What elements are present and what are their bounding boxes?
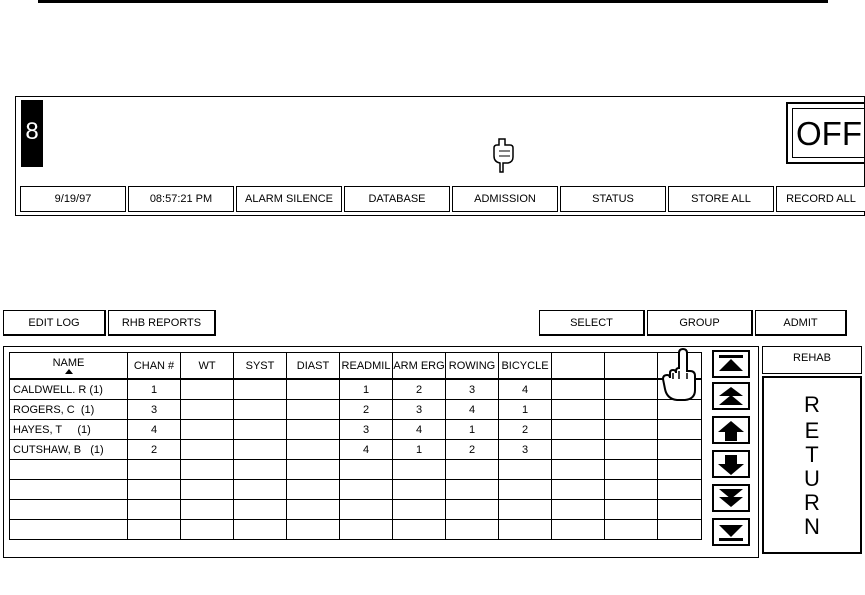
syst-cell (234, 440, 287, 460)
patient-log-table (9, 352, 702, 540)
diast-cell (287, 440, 340, 460)
column-header-treadmill[interactable]: READMIL (340, 353, 393, 380)
table-row[interactable] (10, 500, 702, 520)
chan-cell: 1 (128, 379, 181, 400)
return-button[interactable] (762, 376, 862, 554)
rhb-reports-button[interactable]: RHB REPORTS (108, 310, 216, 336)
select-button[interactable]: SELECT (539, 310, 645, 336)
column-header-empty (552, 353, 605, 380)
bicycle-cell: 4 (499, 379, 552, 400)
sort-ascending-icon (65, 369, 73, 374)
name-cell: CALDWELL. R (1) (10, 379, 128, 400)
page-down-icon (717, 488, 745, 508)
table-header-row (10, 353, 702, 380)
return-letter: U (804, 466, 820, 491)
table-row[interactable] (10, 420, 702, 440)
alarm-off-label: OFF (792, 108, 865, 158)
arrow-up-button[interactable] (712, 416, 750, 444)
syst-cell (234, 379, 287, 400)
return-letter: R (804, 392, 820, 417)
empty-cell (552, 379, 605, 400)
status-button[interactable]: STATUS (560, 186, 666, 212)
wt-cell (181, 379, 234, 400)
table-row[interactable] (10, 379, 702, 400)
column-header-empty (605, 353, 658, 380)
table-row[interactable] (10, 460, 702, 480)
arrow-down-button[interactable] (712, 450, 750, 478)
column-header-rowing[interactable]: ROWING (446, 353, 499, 380)
syst-cell (234, 400, 287, 420)
record-all-button[interactable]: RECORD ALL (776, 186, 865, 212)
name-cell: ROGERS, C (1) (10, 400, 128, 420)
table-row[interactable] (10, 480, 702, 500)
chan-cell: 2 (128, 440, 181, 460)
page-down-button[interactable] (712, 484, 750, 512)
treadmill-cell: 2 (340, 400, 393, 420)
wt-cell (181, 440, 234, 460)
page-up-icon (717, 386, 745, 406)
empty-cell (552, 420, 605, 440)
name-cell: HAYES, T (1) (10, 420, 128, 440)
rehab-tab[interactable]: REHAB (762, 346, 862, 374)
empty-cell (552, 440, 605, 460)
bicycle-cell: 1 (499, 400, 552, 420)
store-all-button[interactable]: STORE ALL (668, 186, 774, 212)
rowing-cell: 4 (446, 400, 499, 420)
name-cell: CUTSHAW, B (1) (10, 440, 128, 460)
empty-cell (605, 400, 658, 420)
monitor-panel (15, 96, 865, 216)
empty-cell (658, 440, 702, 460)
arm-erg-cell: 4 (393, 420, 446, 440)
arrow-down-icon (717, 454, 745, 476)
table-row[interactable] (10, 440, 702, 460)
wt-cell (181, 420, 234, 440)
scroll-bottom-icon (717, 522, 745, 542)
chan-cell: 3 (128, 400, 181, 420)
wt-cell (181, 400, 234, 420)
alarm-off-button[interactable] (786, 102, 865, 164)
treadmill-cell: 1 (340, 379, 393, 400)
empty-cell (658, 420, 702, 440)
empty-cell (605, 379, 658, 400)
diast-cell (287, 420, 340, 440)
column-header-wt[interactable]: WT (181, 353, 234, 380)
chan-cell: 4 (128, 420, 181, 440)
diast-cell (287, 400, 340, 420)
return-letter: T (805, 442, 819, 467)
top-rule (38, 0, 828, 3)
pointing-hand-icon (490, 137, 514, 175)
patient-log-panel (3, 346, 759, 558)
return-letter: E (804, 418, 820, 443)
bicycle-cell: 3 (499, 440, 552, 460)
channel-indicator[interactable]: 8 (21, 100, 43, 167)
rowing-cell: 2 (446, 440, 499, 460)
diast-cell (287, 379, 340, 400)
admission-button[interactable]: ADMISSION (452, 186, 558, 212)
treadmill-cell: 3 (340, 420, 393, 440)
scroll-top-icon (717, 354, 745, 374)
edit-log-button[interactable]: EDIT LOG (3, 310, 106, 336)
rowing-cell: 1 (446, 420, 499, 440)
bicycle-cell: 2 (499, 420, 552, 440)
time-display: 08:57:21 PM (128, 186, 234, 212)
scroll-top-button[interactable] (712, 350, 750, 378)
group-button[interactable]: GROUP (647, 310, 753, 336)
column-header-name[interactable]: NAME (10, 353, 128, 380)
scroll-bottom-button[interactable] (712, 518, 750, 546)
empty-cell (605, 420, 658, 440)
empty-cell (552, 400, 605, 420)
return-letter: R (804, 490, 820, 515)
arm-erg-cell: 1 (393, 440, 446, 460)
column-header-diast[interactable]: DIAST (287, 353, 340, 380)
alarm-silence-button[interactable]: ALARM SILENCE (236, 186, 342, 212)
arm-erg-cell: 2 (393, 379, 446, 400)
page-up-button[interactable] (712, 382, 750, 410)
arrow-up-icon (717, 420, 745, 442)
arm-erg-cell: 3 (393, 400, 446, 420)
admit-button[interactable]: ADMIT (755, 310, 847, 336)
table-row[interactable] (10, 400, 702, 420)
column-header-bicycle[interactable]: BICYCLE (499, 353, 552, 380)
date-display: 9/19/97 (20, 186, 126, 212)
column-header-chan[interactable]: CHAN # (128, 353, 181, 380)
return-letter: N (804, 514, 820, 539)
table-row[interactable] (10, 520, 702, 540)
empty-cell (605, 440, 658, 460)
syst-cell (234, 420, 287, 440)
database-button[interactable]: DATABASE (344, 186, 450, 212)
column-header-syst[interactable]: SYST (234, 353, 287, 380)
hand-cursor-icon (661, 347, 697, 403)
column-header-arm-erg[interactable]: ARM ERG (393, 353, 446, 380)
treadmill-cell: 4 (340, 440, 393, 460)
rowing-cell: 3 (446, 379, 499, 400)
